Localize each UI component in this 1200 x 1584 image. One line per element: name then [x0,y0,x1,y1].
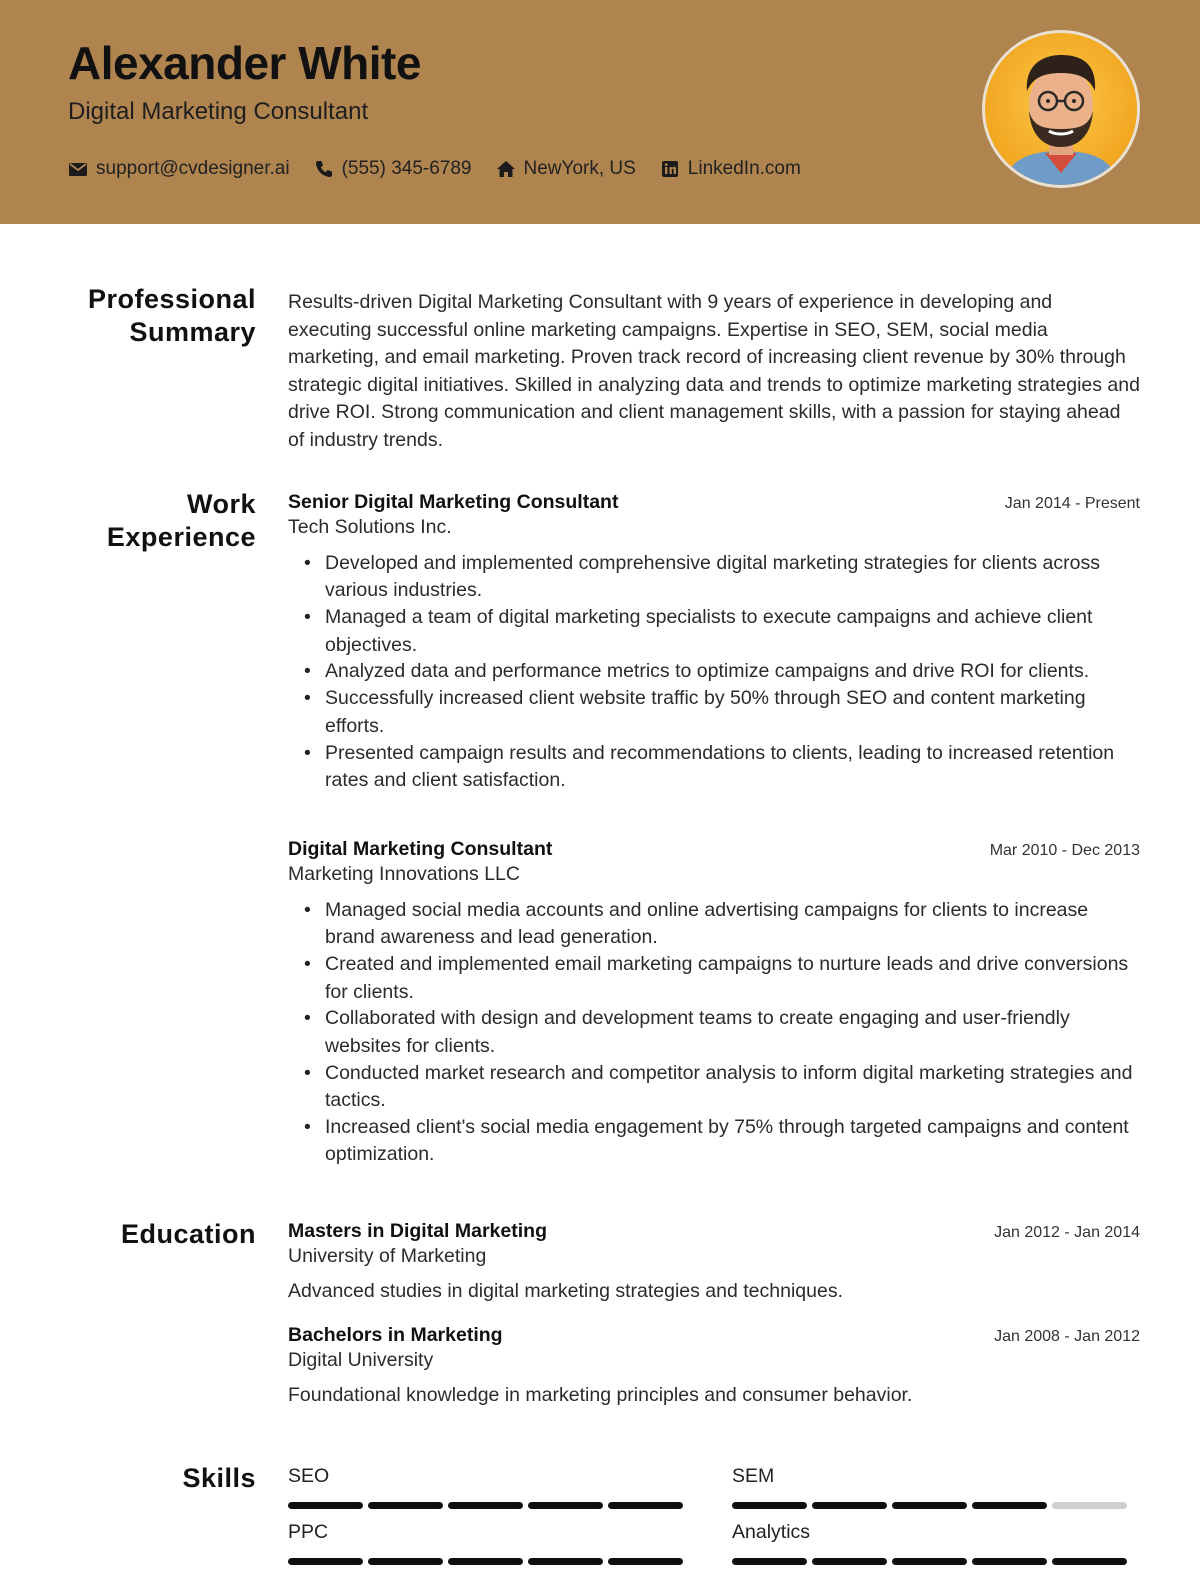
envelope-icon [68,159,88,179]
education-header [288,1220,1140,1243]
skill-name: Analytics [732,1521,811,1543]
skill-level-bar [288,1502,688,1509]
job-date: Jan 2014 - Present [1004,495,1140,512]
skill-level-bar [732,1502,1132,1509]
skill-segment-filled [608,1558,683,1565]
skill-segment-filled [368,1558,443,1565]
contact-linkedin[interactable] [660,158,801,180]
skill-level-bar [732,1558,1132,1565]
job-header [288,838,1140,861]
job-company: Tech Solutions Inc. [288,516,452,538]
list-item: • Managed social media accounts and online advertising campaigns for clients to increase brand awareness and lead generation. [325,897,1140,952]
list-item: • Increased client's social media engagement by 75% through targeted campaigns and content optimization. [325,1114,1140,1169]
degree-title: Bachelors in Marketing [288,1324,503,1346]
skill-segment-filled [608,1502,683,1509]
heading-line: Work [186,489,256,519]
education-header [288,1324,1140,1347]
contact-phone[interactable] [314,158,472,180]
skill-item [288,1465,688,1509]
contact-linkedin-text: LinkedIn.com [687,158,801,179]
skill-level-bar [288,1558,688,1565]
skill-name: SEO [288,1465,330,1487]
contact-phone-text: (555) 345-6789 [341,158,472,179]
skill-segment-filled [528,1502,603,1509]
skill-segment-filled [288,1558,363,1565]
job-title: Digital Marketing Consultant [288,838,553,860]
skill-item [288,1521,688,1565]
contact-email[interactable] [68,158,290,180]
education-date: Jan 2008 - Jan 2012 [994,1328,1140,1345]
skill-segment-filled [732,1502,807,1509]
list-item: • Presented campaign results and recommendations to clients, leading to increased retention rates and client satisfaction. [325,740,1140,795]
job-title-heading: Digital Marketing Consultant [68,98,369,125]
skill-segment-filled [812,1502,887,1509]
skill-segment-filled [448,1502,523,1509]
education-entry [288,1324,1140,1407]
skill-segment-filled [288,1502,363,1509]
list-item: • Conducted market research and competitor analysis to inform digital marketing strategies and tactics. [325,1060,1140,1115]
list-item: • Managed a team of digital marketing specialists to execute campaigns and achieve client objectives. [325,604,1140,659]
job-header [288,491,1140,514]
education-date: Jan 2012 - Jan 2014 [994,1224,1140,1241]
skill-name: PPC [288,1521,329,1543]
job-bullets [288,550,1140,794]
linkedin-icon [660,159,680,179]
skill-segment-filled [892,1502,967,1509]
section-heading-education: Education [120,1219,256,1249]
skill-segment-filled [732,1558,807,1565]
education-description: Advanced studies in digital marketing strategies and techniques. [288,1280,843,1302]
skill-segment-filled [812,1558,887,1565]
education-entry [288,1220,1140,1303]
skill-segment-filled [892,1558,967,1565]
contact-location-text: NewYork, US [523,158,636,179]
degree-title: Masters in Digital Marketing [288,1220,547,1242]
skill-segment-filled [368,1502,443,1509]
skill-segment-filled [972,1558,1047,1565]
phone-icon [314,159,334,179]
list-item: • Created and implemented email marketing campaigns to nurture leads and drive conversions for clients. [325,951,1140,1006]
candidate-name: Alexander White [68,37,421,89]
contact-email-text: support@cvdesigner.ai [96,158,290,179]
list-item: • Developed and implemented comprehensive digital marketing strategies for clients across various industries. [325,550,1140,605]
contact-row [68,158,825,180]
contact-location [496,158,636,180]
profile-photo [982,30,1140,188]
job-entry [288,491,1140,794]
heading-line: Professional [87,284,256,314]
list-item: • Analyzed data and performance metrics to optimize campaigns and drive ROI for clients. [325,658,1140,685]
school-name: Digital University [288,1349,434,1371]
job-date: Mar 2010 - Dec 2013 [989,842,1140,859]
skill-segment-filled [448,1558,523,1565]
section-heading-skills: Skills [182,1463,256,1493]
skill-name: SEM [732,1465,775,1487]
home-icon [496,159,516,179]
job-title: Senior Digital Marketing Consultant [288,491,619,513]
skill-segment-empty [1052,1502,1127,1509]
school-name: University of Marketing [288,1245,487,1267]
summary-text: Results-driven Digital Marketing Consultant with 9 years of experience in developing and executing successful online marketing campaigns. Expertise in SEO, SEM, social media marketing, and email marketing. Proven track record of increasing client revenue by 30% through strategic digital initiatives. Skilled in analyzing data and trends to optimize marketing strategies and drive ROI. Strong communication and client management skills, with a passion for staying ahead of industry trends. [288,291,1140,451]
skill-segment-filled [972,1502,1047,1509]
resume-header [0,0,1200,224]
job-company: Marketing Innovations LLC [288,863,520,885]
section-heading-summary [0,283,256,349]
heading-line: Summary [129,317,256,347]
job-bullets [288,897,1140,1168]
list-item: • Successfully increased client website traffic by 50% through SEO and content marketing efforts. [325,685,1140,740]
list-item: • Collaborated with design and development teams to create engaging and user-friendly websites for clients. [325,1005,1140,1060]
job-entry [288,838,1140,1168]
skill-item [732,1521,1132,1565]
education-description: Foundational knowledge in marketing principles and consumer behavior. [288,1384,913,1406]
skill-segment-filled [528,1558,603,1565]
section-heading-experience [0,488,256,554]
heading-line: Experience [106,522,256,552]
skill-item [732,1465,1132,1509]
skill-segment-filled [1052,1558,1127,1565]
